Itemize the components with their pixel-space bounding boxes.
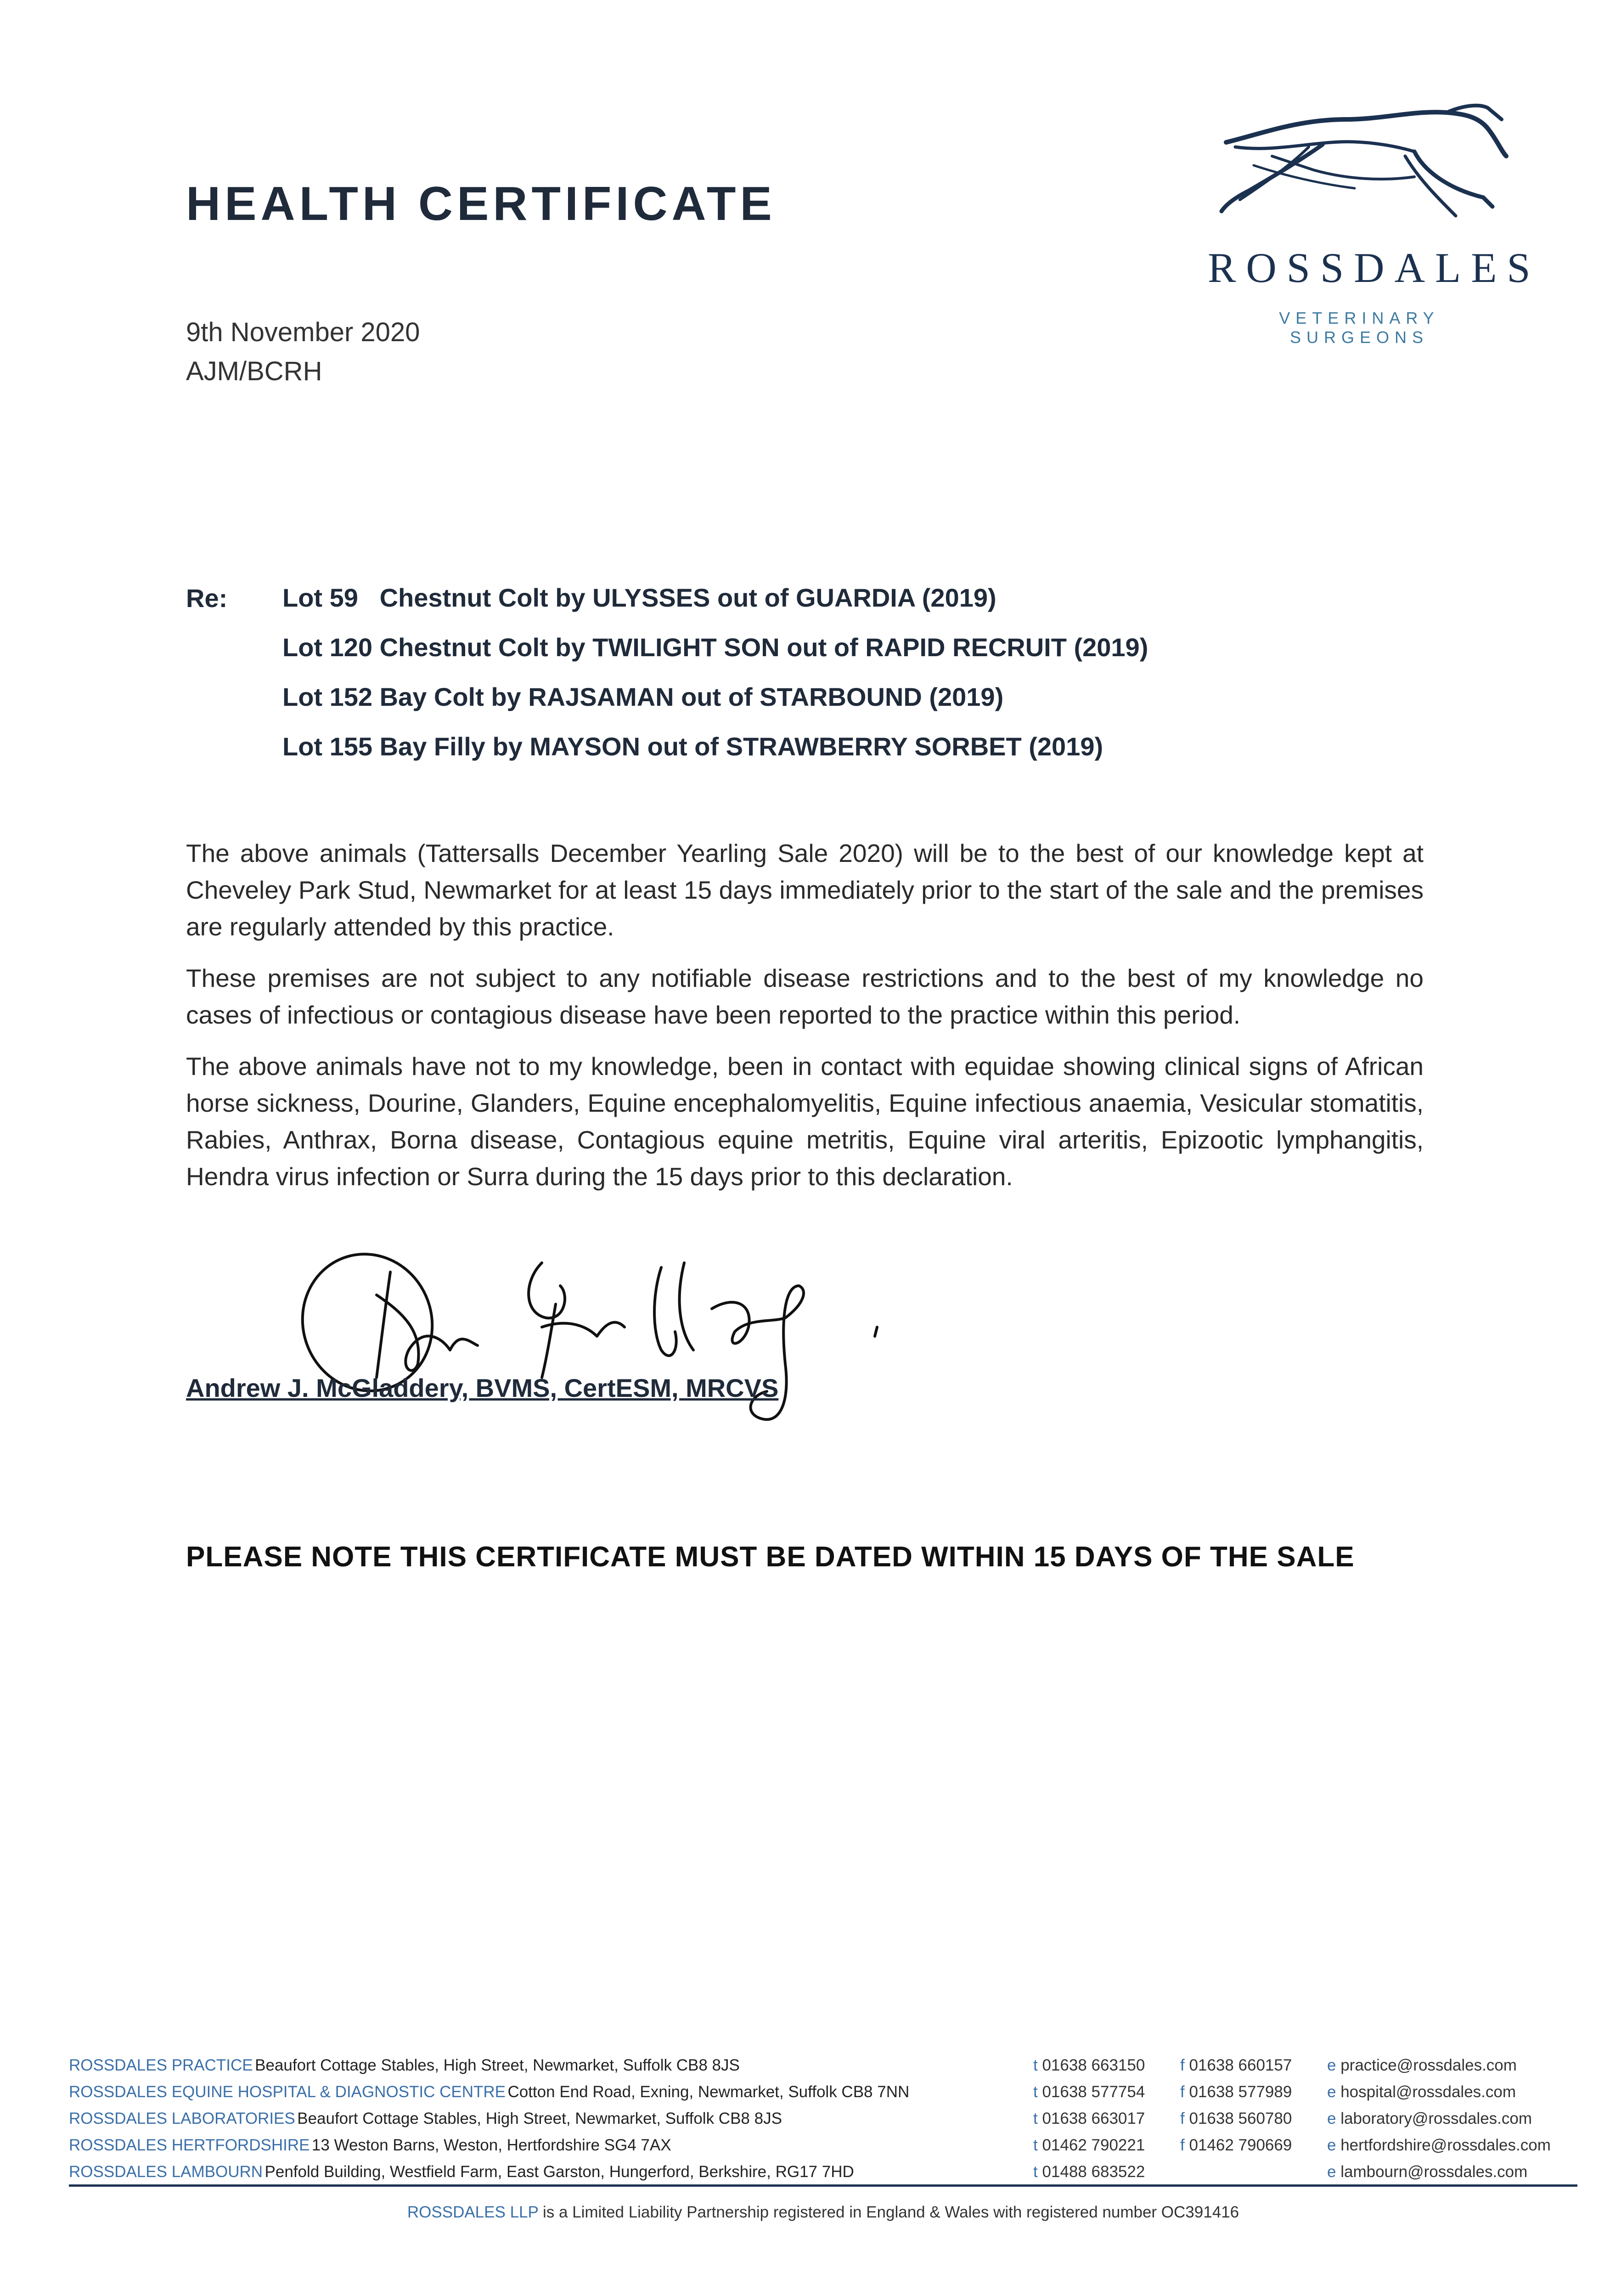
paragraph-diseases: The above animals have not to my knowledge, been in contact with equidae showing clinical signs of African horse sickness, Dourine, Glanders, Equine encephalomyelitis, Equine infectious anaemia, Vesicular stomatitis, Rabies, Anthrax, Borna disease, Contagious equine metritis, Equine viral arteritis, Epizootic lymphangitis, Hendra virus infection or Surra during the 15 days prior to this declaration. — [186, 1052, 1424, 1191]
reference-code: AJM/BCRH — [186, 356, 322, 386]
branch-name: ROSSDALES PRACTICE — [69, 2056, 253, 2074]
paragraph-restrictions: These premises are not subject to any notifiable disease restrictions and to the best of my knowledge no cases of infectious or contagious disease have been reported to the practice within this period. — [186, 964, 1424, 1029]
footer-row — [69, 2056, 1584, 2083]
signer-name: Andrew J. McGladdery, BVMS, CertESM, MRCVS — [186, 1373, 779, 1402]
logo-wordmark: ROSSDALES — [1208, 244, 1541, 291]
branch-email: e lambourn@rossdales.com — [1327, 2163, 1528, 2181]
legal-notice — [69, 2203, 1577, 2222]
branch-telephone: t 01488 683522 — [1033, 2163, 1145, 2181]
branch-email: e hertfordshire@rossdales.com — [1327, 2136, 1551, 2154]
branch-address: Penfold Building, Westfield Farm, East Garston, Hungerford, Berkshire, RG17 7HD — [265, 2163, 854, 2181]
lot-item: Lot 120 Chestnut Colt by TWILIGHT SON out of RAPID RECRUIT (2019) — [282, 633, 1148, 662]
legal-entity-name: ROSSDALES LLP — [407, 2203, 539, 2221]
branch-name: ROSSDALES EQUINE HOSPITAL & DIAGNOSTIC CENTRE — [69, 2083, 506, 2101]
document-title: HEALTH CERTIFICATE — [186, 177, 776, 231]
branch-name: ROSSDALES LAMBOURN — [69, 2163, 263, 2181]
branch-email: e laboratory@rossdales.com — [1327, 2110, 1532, 2127]
branch-address: Beaufort Cottage Stables, High Street, Newmarket, Suffolk CB8 8JS — [297, 2110, 782, 2127]
branch-telephone: t 01638 663150 — [1033, 2056, 1145, 2074]
certificate-date: 9th November 2020 — [186, 317, 420, 347]
branch-address: Cotton End Road, Exning, Newmarket, Suffolk CB8 7NN — [507, 2083, 910, 2101]
branch-name: ROSSDALES LABORATORIES — [69, 2110, 295, 2127]
footer-contacts — [69, 2056, 1584, 2189]
paragraph-location: The above animals (Tattersalls December Yearling Sale 2020) will be to the best of our knowledge kept at Cheveley Park Stud, Newmarket for at least 15 days immediately prior to the start of the sale and the premises are regularly attended by this practice. — [186, 839, 1424, 941]
lot-item: Lot 155 Bay Filly by MAYSON out of STRAWBERRY SORBET (2019) — [282, 732, 1103, 761]
footer-row — [69, 2136, 1584, 2163]
branch-fax: f 01638 560780 — [1180, 2110, 1292, 2127]
horse-logo-icon — [1208, 101, 1520, 248]
important-note: PLEASE NOTE THIS CERTIFICATE MUST BE DATED WITHIN 15 DAYS OF THE SALE — [186, 1541, 1355, 1573]
branch-fax: f 01462 790669 — [1180, 2136, 1292, 2154]
branch-email: e hospital@rossdales.com — [1327, 2083, 1516, 2101]
footer-row — [69, 2083, 1584, 2110]
lot-list — [282, 583, 1148, 782]
branch-email: e practice@rossdales.com — [1327, 2056, 1517, 2074]
branch-address: 13 Weston Barns, Weston, Hertfordshire SG4 7AX — [311, 2136, 671, 2154]
branch-telephone: t 01638 577754 — [1033, 2083, 1145, 2101]
legal-entity-text: is a Limited Liability Partnership registered in England & Wales with registered number OC391416 — [542, 2203, 1239, 2221]
certificate-body — [186, 835, 1424, 1210]
lot-item: Lot 152 Bay Colt by RAJSAMAN out of STARBOUND (2019) — [282, 682, 1004, 711]
branch-address: Beaufort Cottage Stables, High Street, Newmarket, Suffolk CB8 8JS — [255, 2056, 740, 2074]
branch-fax: f 01638 577989 — [1180, 2083, 1292, 2101]
branch-fax: f 01638 660157 — [1180, 2056, 1292, 2074]
branch-telephone: t 01638 663017 — [1033, 2110, 1145, 2127]
logo-subtitle: VETERINARY SURGEONS — [1279, 309, 1440, 347]
lot-item: Lot 59 Chestnut Colt by ULYSSES out of GUARDIA (2019) — [282, 583, 996, 612]
footer-row — [69, 2110, 1584, 2136]
footer-divider — [69, 2184, 1577, 2187]
re-label: Re: — [186, 584, 228, 613]
branch-name: ROSSDALES HERTFORDSHIRE — [69, 2136, 310, 2154]
branch-telephone: t 01462 790221 — [1033, 2136, 1145, 2154]
